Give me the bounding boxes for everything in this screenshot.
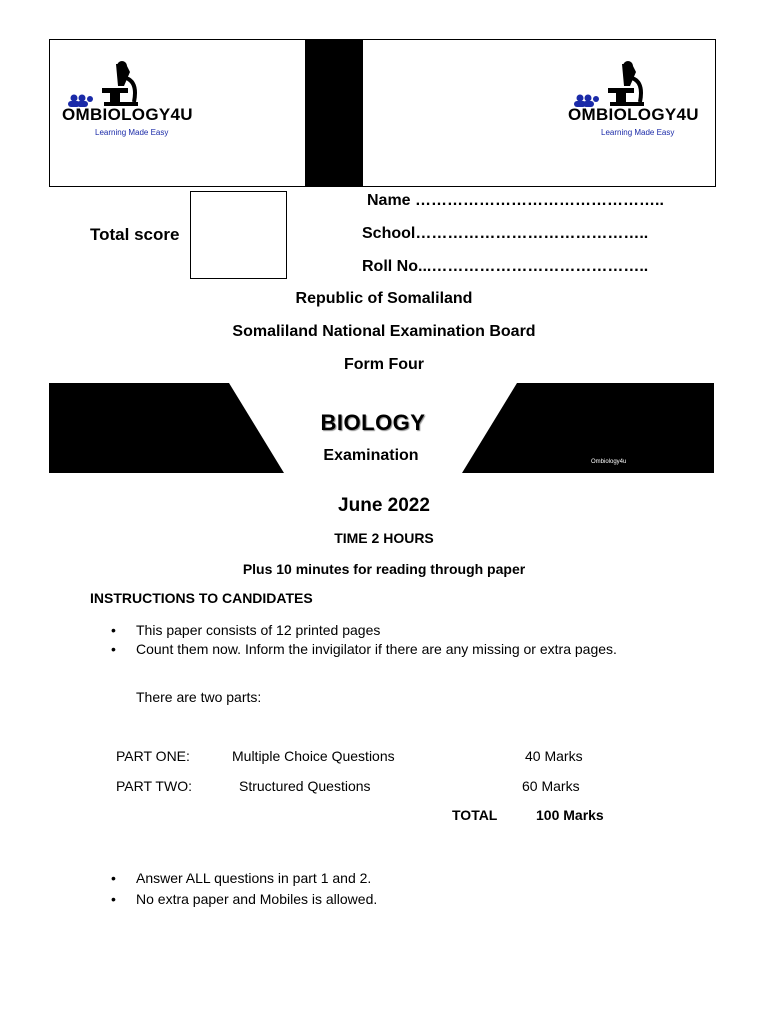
logo-text: OMBIOLOGY4U xyxy=(62,105,193,124)
total-score-label: Total score xyxy=(90,225,180,244)
name-field: Name ……………………………………….. xyxy=(367,192,664,209)
school-field: School…………………………………….. xyxy=(362,225,649,242)
republic-title: Republic of Somaliland xyxy=(295,290,473,307)
rules-list xyxy=(111,868,377,910)
form-title: Form Four xyxy=(344,356,424,373)
board-title: Somaliland National Examination Board xyxy=(232,323,536,340)
list-item: • Answer ALL questions in part 1 and 2. xyxy=(111,868,377,889)
part-one-marks: 40 Marks xyxy=(525,748,583,764)
subject-title: BIOLOGY xyxy=(320,410,426,435)
banner-watermark: Ombiology4u xyxy=(591,459,627,465)
instructions-list xyxy=(111,621,617,659)
list-item: • Count them now. Inform the invigilator if there are any missing or extra pages. xyxy=(111,640,617,659)
subject-banner xyxy=(49,383,714,473)
total-label: TOTAL xyxy=(452,807,498,823)
logo-tagline: Learning Made Easy xyxy=(601,128,675,137)
total-score-box xyxy=(190,191,287,279)
logo-right xyxy=(568,58,718,148)
reading-time: Plus 10 minutes for reading through paper xyxy=(242,561,526,577)
logo-tagline: Learning Made Easy xyxy=(95,128,169,137)
part-one-label: PART ONE: xyxy=(116,748,190,764)
roll-number-field: Roll No...………………………………….. xyxy=(362,258,649,275)
exam-date: June 2022 xyxy=(338,495,430,516)
list-item: • This paper consists of 12 printed pages xyxy=(111,621,617,640)
exam-label: Examination xyxy=(323,447,419,464)
part-one-desc: Multiple Choice Questions xyxy=(232,748,395,764)
microscope-icon xyxy=(62,58,212,108)
logo-text: OMBIOLOGY4U xyxy=(568,105,699,124)
microscope-icon xyxy=(568,58,718,108)
exam-time: TIME 2 HOURS xyxy=(334,530,434,546)
part-two-desc: Structured Questions xyxy=(239,778,371,794)
list-item: • No extra paper and Mobiles is allowed. xyxy=(111,889,377,910)
header-black-bar xyxy=(305,39,363,187)
logo-left xyxy=(62,58,212,148)
total-marks: 100 Marks xyxy=(536,807,604,823)
two-parts-text: There are two parts: xyxy=(136,689,262,705)
instructions-heading: INSTRUCTIONS TO CANDIDATES xyxy=(90,590,313,606)
part-two-label: PART TWO: xyxy=(116,778,192,794)
part-two-marks: 60 Marks xyxy=(522,778,580,794)
